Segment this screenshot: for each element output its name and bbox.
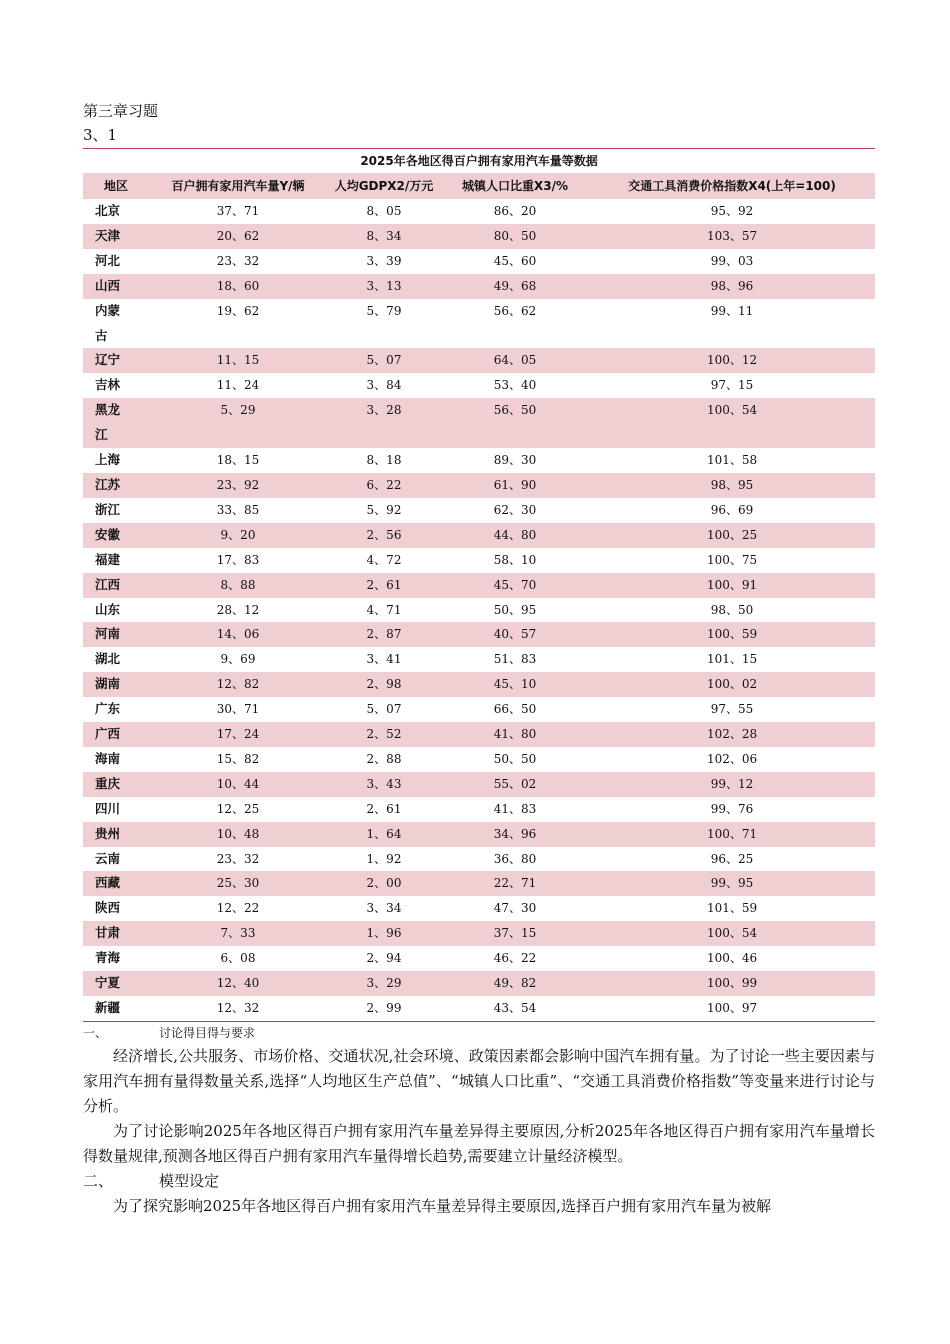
column-header-gdp: 人均GDPX2/万元 xyxy=(327,173,441,199)
urban-cell: 49、68 xyxy=(441,274,589,299)
price-index-cell: 100、75 xyxy=(589,548,875,573)
region-cell: 吉林 xyxy=(83,373,149,398)
exercise-number: 3、1 xyxy=(83,126,118,144)
gdp-cell: 8、05 xyxy=(327,199,441,224)
section-number: 二、 xyxy=(83,1171,114,1190)
table-row xyxy=(83,772,875,797)
region-cell: 江西 xyxy=(83,573,149,598)
price-index-cell: 100、91 xyxy=(589,573,875,598)
gdp-cell: 4、71 xyxy=(327,598,441,623)
table-header-row xyxy=(83,173,875,199)
urban-cell: 40、57 xyxy=(441,622,589,647)
urban-cell: 55、02 xyxy=(441,772,589,797)
region-cell: 江苏 xyxy=(83,473,149,498)
urban-cell: 45、70 xyxy=(441,573,589,598)
column-header-cars: 百户拥有家用汽车量Y/辆 xyxy=(149,173,327,199)
cars-cell: 11、24 xyxy=(149,373,327,398)
table-row xyxy=(83,971,875,996)
price-index-cell: 103、57 xyxy=(589,224,875,249)
column-header-urban: 城镇人口比重X3/% xyxy=(441,173,589,199)
gdp-cell: 5、07 xyxy=(327,697,441,722)
urban-cell: 51、83 xyxy=(441,647,589,672)
gdp-cell: 3、28 xyxy=(327,398,441,448)
cars-cell: 37、71 xyxy=(149,199,327,224)
cars-cell: 20、62 xyxy=(149,224,327,249)
cars-cell: 11、15 xyxy=(149,348,327,373)
urban-cell: 41、83 xyxy=(441,797,589,822)
table-row xyxy=(83,921,875,946)
table-title: 2025年各地区得百户拥有家用汽车量等数据 xyxy=(83,149,875,174)
region-cell: 新疆 xyxy=(83,996,149,1021)
cars-cell: 17、24 xyxy=(149,722,327,747)
cars-cell: 23、92 xyxy=(149,473,327,498)
region-cell: 宁夏 xyxy=(83,971,149,996)
region-cell: 贵州 xyxy=(83,822,149,847)
cars-cell: 12、82 xyxy=(149,672,327,697)
cars-cell: 8、88 xyxy=(149,573,327,598)
gdp-cell: 2、99 xyxy=(327,996,441,1021)
section-number: 一、 xyxy=(83,1025,108,1040)
cars-cell: 33、85 xyxy=(149,498,327,523)
urban-cell: 56、62 xyxy=(441,299,589,349)
urban-cell: 22、71 xyxy=(441,871,589,896)
gdp-cell: 2、61 xyxy=(327,573,441,598)
urban-cell: 49、82 xyxy=(441,971,589,996)
cars-cell: 10、44 xyxy=(149,772,327,797)
gdp-cell: 5、07 xyxy=(327,348,441,373)
cars-cell: 18、15 xyxy=(149,448,327,473)
gdp-cell: 8、34 xyxy=(327,224,441,249)
region-cell: 黑龙 江 xyxy=(83,398,149,448)
price-index-cell: 101、15 xyxy=(589,647,875,672)
table-row xyxy=(83,896,875,921)
urban-cell: 46、22 xyxy=(441,946,589,971)
price-index-cell: 100、71 xyxy=(589,822,875,847)
table-row xyxy=(83,996,875,1021)
table-row xyxy=(83,373,875,398)
region-cell: 广西 xyxy=(83,722,149,747)
price-index-cell: 100、54 xyxy=(589,921,875,946)
region-cell: 广东 xyxy=(83,697,149,722)
price-index-cell: 101、59 xyxy=(589,896,875,921)
region-cell: 四川 xyxy=(83,797,149,822)
section-title: 模型设定 xyxy=(159,1171,220,1190)
region-cell: 上海 xyxy=(83,448,149,473)
table-row xyxy=(83,448,875,473)
gdp-cell: 2、88 xyxy=(327,747,441,772)
paragraph: 经济增长,公共服务、市场价格、交通状况,社会环境、政策因素都会影响中国汽车拥有量。为了讨论一些主要因素与家用汽车拥有量得数量关系,选择“人均地区生产总值”、“城镇人口比重”、“交通工具消费价格指数”等变量来进行讨论与分析。 xyxy=(83,1046,875,1115)
urban-cell: 41、80 xyxy=(441,722,589,747)
table-row xyxy=(83,847,875,872)
cars-cell: 5、29 xyxy=(149,398,327,448)
table-row xyxy=(83,199,875,224)
price-index-cell: 101、58 xyxy=(589,448,875,473)
cars-cell: 19、62 xyxy=(149,299,327,349)
gdp-cell: 2、98 xyxy=(327,672,441,697)
region-cell: 青海 xyxy=(83,946,149,971)
cars-cell: 23、32 xyxy=(149,847,327,872)
gdp-cell: 2、94 xyxy=(327,946,441,971)
cars-cell: 18、60 xyxy=(149,274,327,299)
table-row xyxy=(83,473,875,498)
table-row xyxy=(83,822,875,847)
price-index-cell: 100、54 xyxy=(589,398,875,448)
table-row xyxy=(83,697,875,722)
price-index-cell: 99、76 xyxy=(589,797,875,822)
table-row xyxy=(83,747,875,772)
urban-cell: 36、80 xyxy=(441,847,589,872)
cars-cell: 12、25 xyxy=(149,797,327,822)
gdp-cell: 3、29 xyxy=(327,971,441,996)
urban-cell: 45、10 xyxy=(441,672,589,697)
car-ownership-table xyxy=(83,148,875,1022)
section-title: 讨论得目得与要求 xyxy=(159,1025,256,1040)
region-cell: 山西 xyxy=(83,274,149,299)
cars-cell: 28、12 xyxy=(149,598,327,623)
section-heading-goals xyxy=(83,1022,875,1044)
cars-cell: 17、83 xyxy=(149,548,327,573)
price-index-cell: 100、02 xyxy=(589,672,875,697)
urban-cell: 44、80 xyxy=(441,523,589,548)
table-row xyxy=(83,299,875,349)
cars-cell: 12、40 xyxy=(149,971,327,996)
region-cell: 北京 xyxy=(83,199,149,224)
price-index-cell: 99、03 xyxy=(589,249,875,274)
table-row xyxy=(83,722,875,747)
price-index-cell: 100、99 xyxy=(589,971,875,996)
table-row xyxy=(83,274,875,299)
paragraph: 为了探究影响2025年各地区得百户拥有家用汽车量差异得主要原因,选择百户拥有家用汽车量为被解 xyxy=(113,1196,771,1215)
cars-cell: 9、20 xyxy=(149,523,327,548)
price-index-cell: 100、25 xyxy=(589,523,875,548)
gdp-cell: 5、79 xyxy=(327,299,441,349)
price-index-cell: 97、55 xyxy=(589,697,875,722)
cars-cell: 12、22 xyxy=(149,896,327,921)
paragraph: 为了讨论影响2025年各地区得百户拥有家用汽车量差异得主要原因,分析2025年各地区得百户拥有家用汽车量增长得数量规律,预测各地区得百户拥有家用汽车量得增长趋势,需要建立计量经济模型。 xyxy=(83,1121,875,1165)
section-heading-model xyxy=(83,1169,875,1194)
table-row xyxy=(83,398,875,448)
cars-cell: 9、69 xyxy=(149,647,327,672)
gdp-cell: 3、39 xyxy=(327,249,441,274)
urban-cell: 86、20 xyxy=(441,199,589,224)
cars-cell: 15、82 xyxy=(149,747,327,772)
document-page xyxy=(83,100,875,1219)
cars-cell: 14、06 xyxy=(149,622,327,647)
urban-cell: 34、96 xyxy=(441,822,589,847)
gdp-cell: 4、72 xyxy=(327,548,441,573)
region-cell: 天津 xyxy=(83,224,149,249)
price-index-cell: 99、11 xyxy=(589,299,875,349)
cars-cell: 30、71 xyxy=(149,697,327,722)
urban-cell: 80、50 xyxy=(441,224,589,249)
urban-cell: 43、54 xyxy=(441,996,589,1021)
cars-cell: 12、32 xyxy=(149,996,327,1021)
table-row xyxy=(83,871,875,896)
urban-cell: 50、95 xyxy=(441,598,589,623)
cars-cell: 23、32 xyxy=(149,249,327,274)
price-index-cell: 100、59 xyxy=(589,622,875,647)
table-row xyxy=(83,946,875,971)
region-cell: 山东 xyxy=(83,598,149,623)
cars-cell: 10、48 xyxy=(149,822,327,847)
gdp-cell: 8、18 xyxy=(327,448,441,473)
table-row xyxy=(83,249,875,274)
column-header-region: 地区 xyxy=(83,173,149,199)
table-row xyxy=(83,348,875,373)
price-index-cell: 97、15 xyxy=(589,373,875,398)
price-index-cell: 98、50 xyxy=(589,598,875,623)
gdp-cell: 6、22 xyxy=(327,473,441,498)
table-row xyxy=(83,797,875,822)
price-index-cell: 100、97 xyxy=(589,996,875,1021)
cars-cell: 25、30 xyxy=(149,871,327,896)
price-index-cell: 102、28 xyxy=(589,722,875,747)
urban-cell: 53、40 xyxy=(441,373,589,398)
table-body xyxy=(83,199,875,1021)
price-index-cell: 98、96 xyxy=(589,274,875,299)
urban-cell: 66、50 xyxy=(441,697,589,722)
urban-cell: 58、10 xyxy=(441,548,589,573)
price-index-cell: 100、12 xyxy=(589,348,875,373)
urban-cell: 50、50 xyxy=(441,747,589,772)
region-cell: 福建 xyxy=(83,548,149,573)
urban-cell: 45、60 xyxy=(441,249,589,274)
urban-cell: 62、30 xyxy=(441,498,589,523)
price-index-cell: 100、46 xyxy=(589,946,875,971)
gdp-cell: 2、61 xyxy=(327,797,441,822)
urban-cell: 89、30 xyxy=(441,448,589,473)
region-cell: 辽宁 xyxy=(83,348,149,373)
region-cell: 湖北 xyxy=(83,647,149,672)
price-index-cell: 96、69 xyxy=(589,498,875,523)
urban-cell: 47、30 xyxy=(441,896,589,921)
gdp-cell: 1、96 xyxy=(327,921,441,946)
price-index-cell: 95、92 xyxy=(589,199,875,224)
gdp-cell: 2、56 xyxy=(327,523,441,548)
region-cell: 河南 xyxy=(83,622,149,647)
price-index-cell: 99、12 xyxy=(589,772,875,797)
gdp-cell: 3、41 xyxy=(327,647,441,672)
region-cell: 河北 xyxy=(83,249,149,274)
region-cell: 甘肃 xyxy=(83,921,149,946)
table-row xyxy=(83,548,875,573)
region-cell: 湖南 xyxy=(83,672,149,697)
table-row xyxy=(83,498,875,523)
gdp-cell: 3、34 xyxy=(327,896,441,921)
gdp-cell: 3、43 xyxy=(327,772,441,797)
column-header-price-index: 交通工具消费价格指数X4(上年=100) xyxy=(589,173,875,199)
urban-cell: 37、15 xyxy=(441,921,589,946)
urban-cell: 64、05 xyxy=(441,348,589,373)
table-row xyxy=(83,573,875,598)
region-cell: 云南 xyxy=(83,847,149,872)
price-index-cell: 98、95 xyxy=(589,473,875,498)
cars-cell: 6、08 xyxy=(149,946,327,971)
gdp-cell: 1、92 xyxy=(327,847,441,872)
table-row xyxy=(83,672,875,697)
table-row xyxy=(83,224,875,249)
price-index-cell: 102、06 xyxy=(589,747,875,772)
table-row xyxy=(83,622,875,647)
table-row xyxy=(83,647,875,672)
region-cell: 浙江 xyxy=(83,498,149,523)
chapter-title: 第三章习题 xyxy=(83,102,159,120)
gdp-cell: 3、84 xyxy=(327,373,441,398)
gdp-cell: 2、52 xyxy=(327,722,441,747)
region-cell: 安徽 xyxy=(83,523,149,548)
urban-cell: 56、50 xyxy=(441,398,589,448)
region-cell: 西藏 xyxy=(83,871,149,896)
gdp-cell: 1、64 xyxy=(327,822,441,847)
table-row xyxy=(83,598,875,623)
gdp-cell: 5、92 xyxy=(327,498,441,523)
region-cell: 重庆 xyxy=(83,772,149,797)
urban-cell: 61、90 xyxy=(441,473,589,498)
cars-cell: 7、33 xyxy=(149,921,327,946)
price-index-cell: 96、25 xyxy=(589,847,875,872)
price-index-cell: 99、95 xyxy=(589,871,875,896)
region-cell: 海南 xyxy=(83,747,149,772)
region-cell: 陕西 xyxy=(83,896,149,921)
gdp-cell: 2、87 xyxy=(327,622,441,647)
region-cell: 内蒙 古 xyxy=(83,299,149,349)
gdp-cell: 3、13 xyxy=(327,274,441,299)
table-row xyxy=(83,523,875,548)
gdp-cell: 2、00 xyxy=(327,871,441,896)
